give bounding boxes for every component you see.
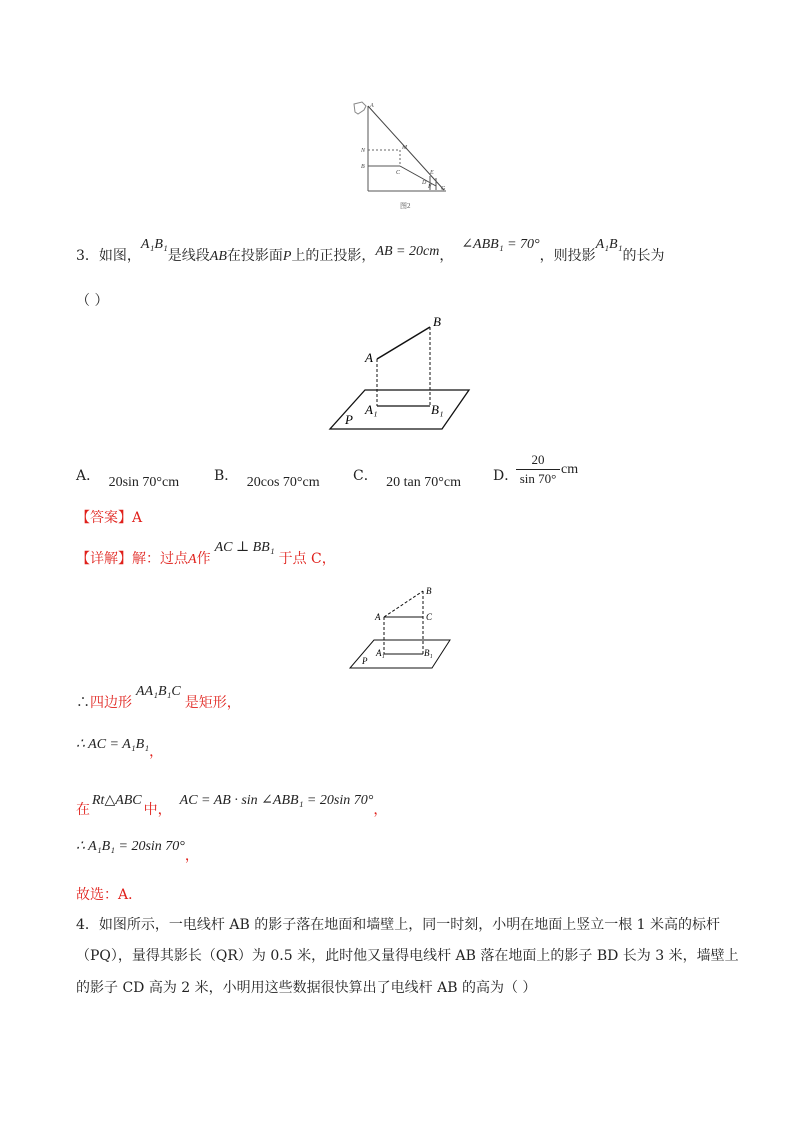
option-d-fraction <box>516 452 560 487</box>
option-b-letter: B． <box>214 468 239 484</box>
detail-perp: AC ⊥ BB₁ <box>214 540 275 555</box>
step-1-end: 是矩形， <box>184 695 241 711</box>
step-4-math: ∴ A₁B₁ = 20sin 70° <box>76 839 185 854</box>
q3-stem <box>76 237 665 267</box>
step-1-math: AA₁B₁C <box>136 684 181 699</box>
fig-top-label-e: E <box>430 170 434 176</box>
fig-top-label-g: G <box>441 186 446 192</box>
fig-q3-label-p: P <box>345 412 353 427</box>
detail-text-3: 于点 C， <box>278 551 336 567</box>
step-1 <box>76 684 241 714</box>
option-c-letter: C． <box>353 468 378 484</box>
q3-number: 3．如图， <box>76 248 141 264</box>
figure-solution <box>346 584 456 674</box>
q3-given-length: AB = 20cm <box>375 244 440 259</box>
step-3-at: 在 <box>76 802 90 818</box>
step-1-therefore: ∴ <box>76 695 90 711</box>
q3-a1b1-a: A₁B₁ <box>140 237 168 252</box>
q3-given-angle: ∠ABB₁ = 70° <box>461 237 540 252</box>
q3-text-3: 上的正投影， <box>291 248 376 264</box>
q3-text-2: 在投影面 <box>226 248 283 264</box>
step-2 <box>76 734 164 760</box>
step-2-math: ∴ AC = A₁B₁ <box>76 737 150 752</box>
fig-sol-label-p: P <box>362 656 368 666</box>
fig-q3-label-a: A <box>365 350 373 365</box>
step-2-end: ， <box>149 744 164 760</box>
step-3 <box>76 790 388 818</box>
figure-q3 <box>325 313 475 433</box>
step-3-mid: 中， <box>143 802 172 818</box>
option-b-value: 20cos 70°cm <box>246 475 320 490</box>
fig-top-label-m: M <box>402 145 407 151</box>
detail-label: 【详解】 <box>76 551 132 567</box>
fig-q3-label-a1: A₁ <box>365 402 378 417</box>
q4-line-3: 的影子 CD 高为 2 米，小明用这些数据很快算出了电线杆 AB 的高为（ ） <box>76 980 537 996</box>
option-c[interactable] <box>353 466 461 490</box>
detail-point-a: A <box>188 552 197 567</box>
option-b[interactable] <box>214 466 320 490</box>
fraction-bar <box>516 469 560 470</box>
step-1-text: 四边形 <box>90 695 132 711</box>
q4-line-1: 4．如图所示，一电线杆 AB 的影子落在地面和墙壁上，同一时刻，小明在地面上竖立一根 1 米高的标杆 <box>76 917 721 933</box>
fig-q3-label-b: B <box>433 314 441 329</box>
fig-top-label-b: B <box>361 164 365 170</box>
q3-ab: AB <box>209 249 227 264</box>
answer-line <box>76 508 142 528</box>
q4-line-2: （PQ），量得其影长（QR）为 0.5 米，此时他又量得电线杆 AB 落在地面上的影子 BD 长为 3 米，墙壁上 <box>76 948 739 964</box>
detail-text-2: 作 <box>196 551 211 567</box>
q3-a1b1-b: A₁B₁ <box>595 237 623 252</box>
fig-top-label-f: F <box>428 184 432 190</box>
detail-text-1: 解：过点 <box>132 551 188 567</box>
q3-p: P <box>282 249 292 264</box>
fig-sol-label-a1: A₁ <box>376 648 385 658</box>
detail-line <box>76 540 336 570</box>
q3-paren: （ ） <box>76 293 109 309</box>
step-5-conclusion: 故选：A． <box>76 887 143 903</box>
fig-top-label-c: C <box>396 170 401 176</box>
fig-q3-label-b1: B₁ <box>431 402 444 417</box>
q3-text-4: ，则投影 <box>539 248 596 264</box>
option-c-value: 20 tan 70°cm <box>386 475 461 490</box>
option-d-letter: D． <box>493 468 519 484</box>
answer-label: 【答案】 <box>76 510 132 526</box>
option-a-value: 20sin 70°cm <box>108 475 180 490</box>
q3-comma: ， <box>439 248 454 264</box>
step-3-end: ， <box>373 802 388 818</box>
fig-top-label-n: N <box>361 148 366 154</box>
fig-sol-label-b: B <box>426 586 432 596</box>
step-4-end: ， <box>184 848 199 864</box>
q3-text-1: 是线段 <box>167 248 210 264</box>
option-a-letter: A． <box>76 468 101 484</box>
fig-sol-label-a: A <box>375 612 381 622</box>
option-d[interactable] <box>493 466 518 486</box>
option-d-numerator: 20 <box>531 452 545 467</box>
step-4 <box>76 836 199 864</box>
fig-top-caption: 图2 <box>400 202 411 210</box>
option-d-denominator: sin 70° <box>519 471 557 486</box>
step-3-triangle: Rt△ABC <box>92 793 142 808</box>
answer-value: A <box>132 510 143 526</box>
q3-text-5: 的长为 <box>622 248 665 264</box>
fig-top-label-a: A <box>370 103 374 109</box>
fig-sol-label-c: C <box>426 612 433 622</box>
option-a[interactable] <box>76 466 180 490</box>
option-d-unit: cm <box>561 462 579 477</box>
step-3-math: AC = AB · sin ∠ABB₁ = 20sin 70° <box>179 793 374 808</box>
figure-top <box>340 98 460 213</box>
fig-top-label-d: D <box>422 180 427 186</box>
fig-sol-label-b1: B₁ <box>424 648 433 658</box>
